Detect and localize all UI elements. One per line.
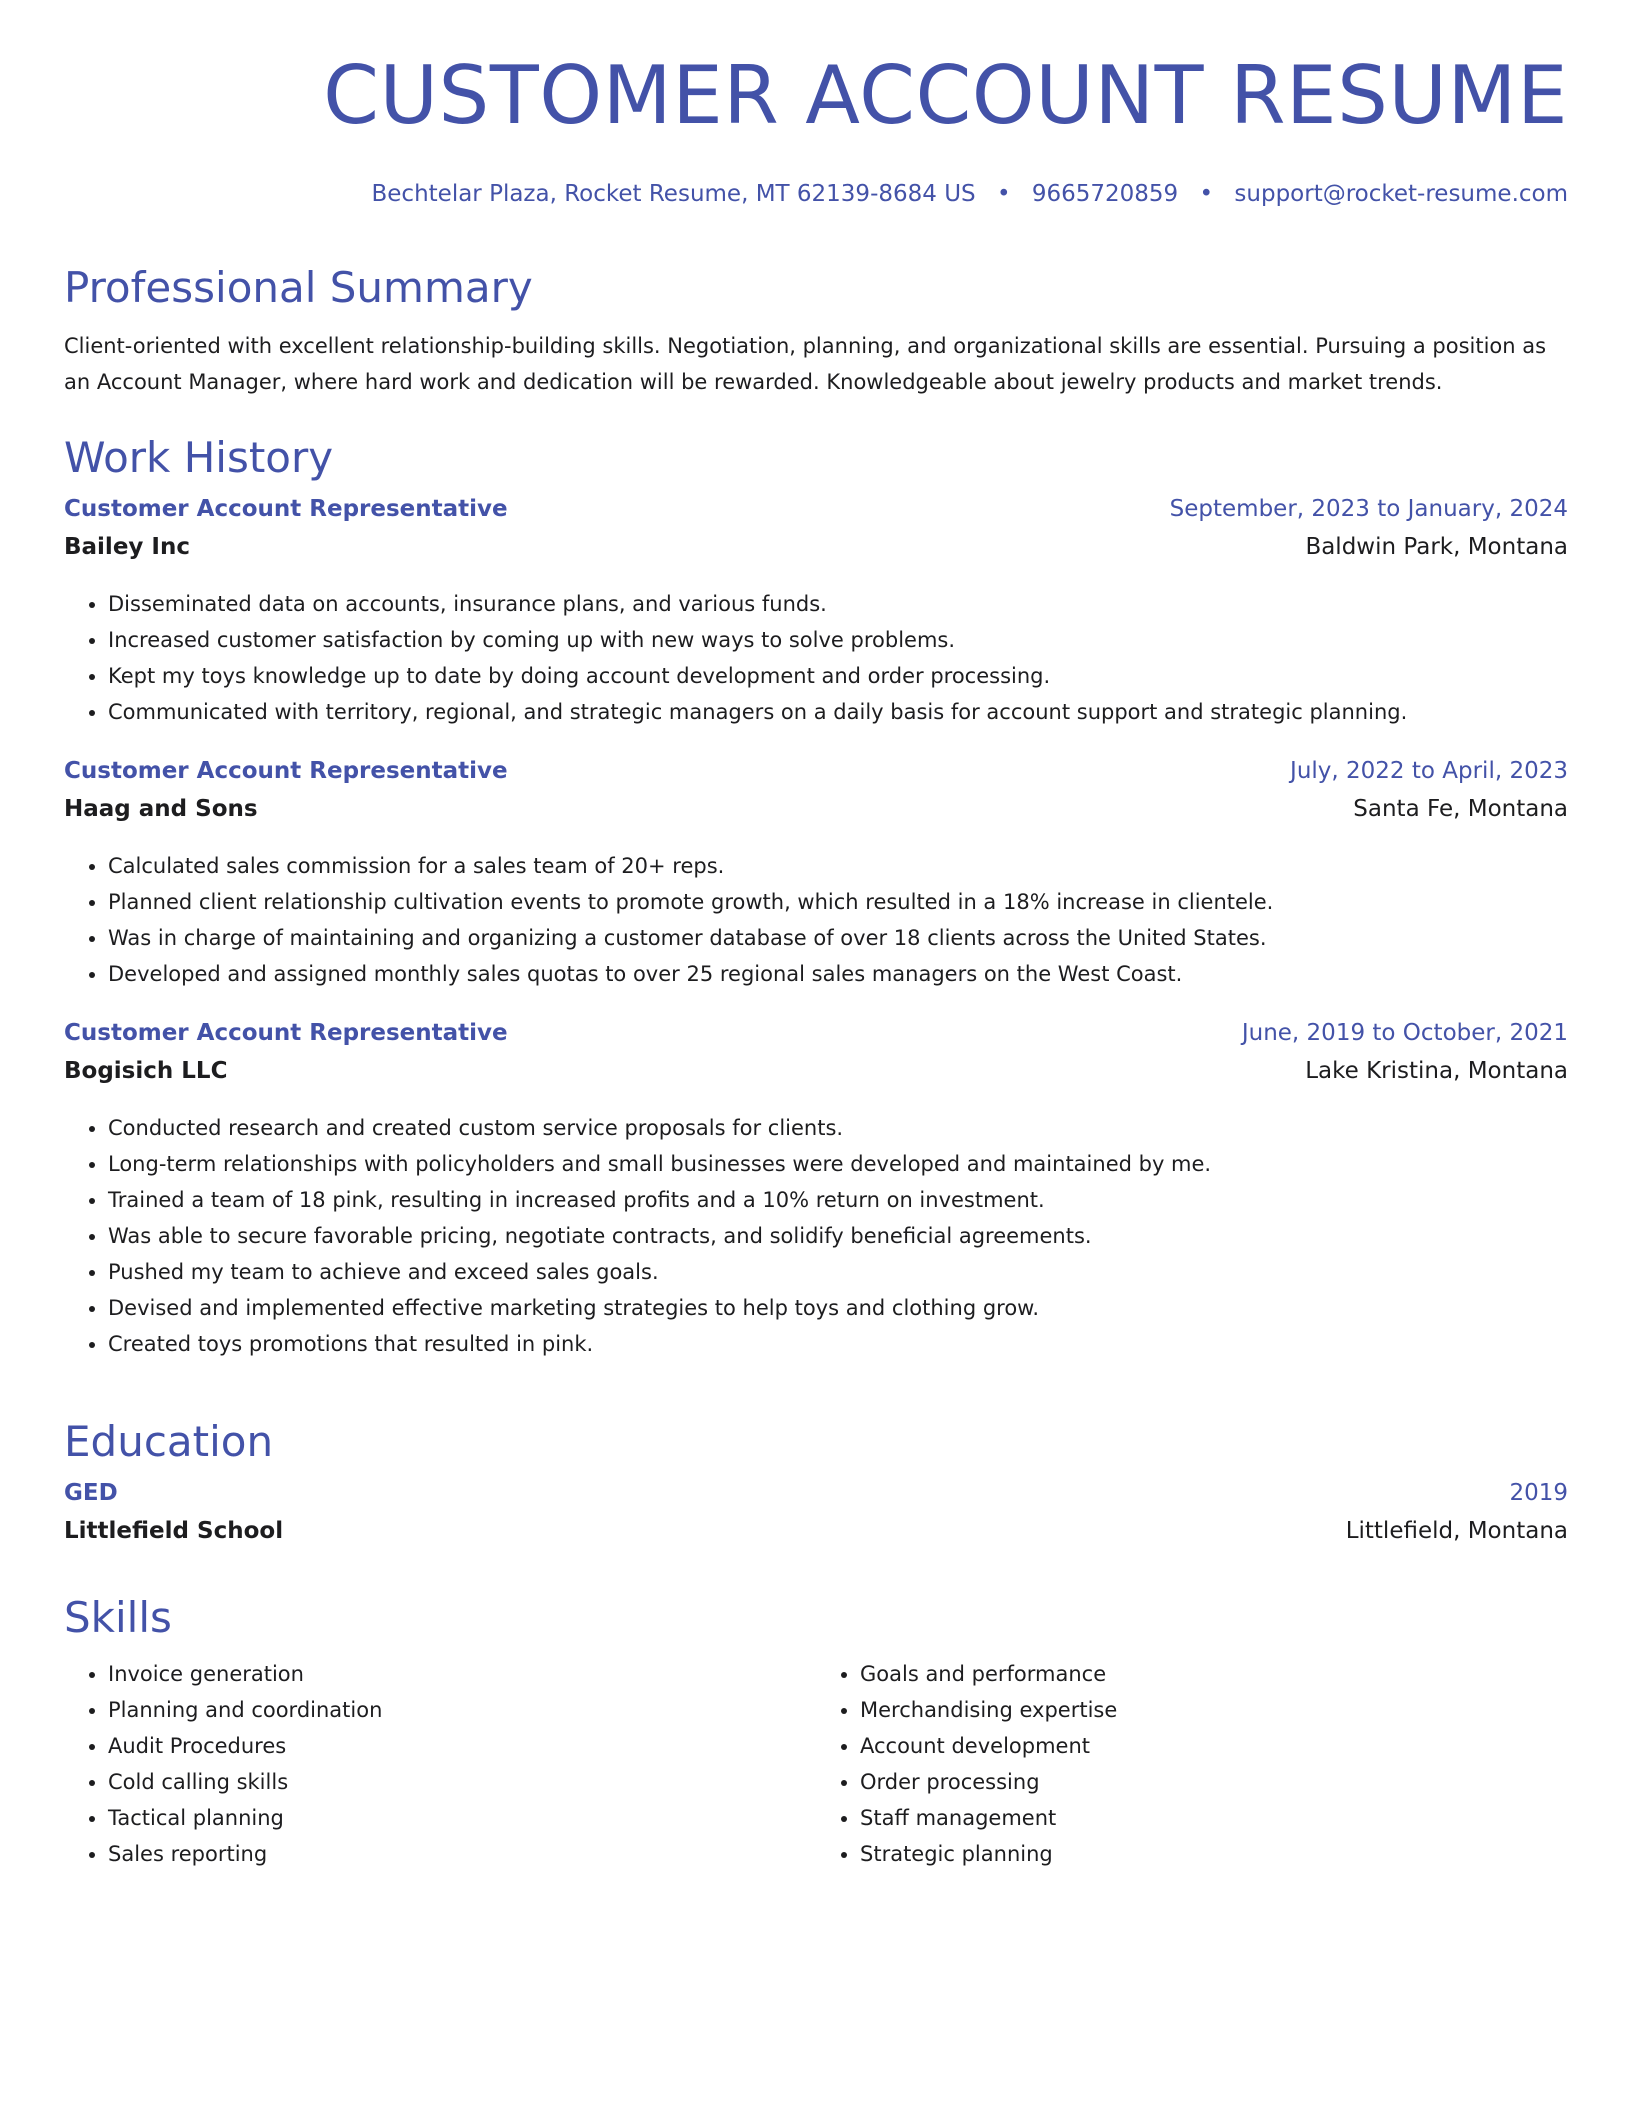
- skill-item: • Planning and coordination: [108, 1692, 816, 1728]
- job-entry: [64, 1020, 1568, 1362]
- job-duty-item: • Increased customer satisfaction by coming up with new ways to solve problems.: [108, 622, 1568, 658]
- summary-text: Client-oriented with excellent relationship-building skills. Negotiation, planning, and organizational skills are essential. Pursuing a position as an Account Manager, where hard work and dedication will be rewarded. Knowledgeable about jewelry products and market trends.: [64, 334, 1547, 394]
- summary-section: [64, 262, 1568, 400]
- job-duty-item: • Was in charge of maintaining and organizing a customer database of over 18 clients across the United States.: [108, 920, 1568, 956]
- skills-section: [64, 1592, 1568, 1872]
- separator: •: [1199, 181, 1214, 207]
- education-row-1: [64, 1480, 1568, 1518]
- job-title: Customer Account Representative: [64, 496, 508, 522]
- contact-line: [372, 178, 1569, 210]
- school-name: Littlefield School: [64, 1518, 284, 1544]
- job-location: Santa Fe, Montana: [1353, 796, 1568, 822]
- job-dates: June, 2019 to October, 2021: [1241, 1020, 1568, 1046]
- jobs-list: [64, 496, 1568, 1362]
- email-address: support@rocket-resume.com: [1234, 181, 1568, 207]
- company-name: Bogisich LLC: [64, 1058, 228, 1084]
- job-title: Customer Account Representative: [64, 1020, 508, 1046]
- school-location: Littlefield, Montana: [1345, 1518, 1568, 1544]
- job-company-row: [64, 1058, 1568, 1096]
- job-duty-item: • Was able to secure favorable pricing, negotiate contracts, and solidify beneficial agreements.: [108, 1218, 1568, 1254]
- job-duty-item: • Long-term relationships with policyholders and small businesses were developed and maintained by me.: [108, 1146, 1568, 1182]
- job-entry: [64, 758, 1568, 992]
- job-company-row: [64, 796, 1568, 834]
- skill-item: • Cold calling skills: [108, 1764, 816, 1800]
- job-duties-list: [64, 848, 1568, 992]
- skill-item: • Audit Procedures: [108, 1728, 816, 1764]
- skill-item: • Sales reporting: [108, 1836, 816, 1872]
- work-history-heading: Work History: [64, 433, 334, 482]
- job-location: Lake Kristina, Montana: [1305, 1058, 1568, 1084]
- address: Bechtelar Plaza, Rocket Resume, MT 62139-8684 US: [371, 181, 976, 207]
- job-duties-list: [64, 586, 1568, 730]
- skills-heading: Skills: [64, 1593, 172, 1642]
- job-duty-item: • Disseminated data on accounts, insurance plans, and various funds.: [108, 586, 1568, 622]
- graduation-year: 2019: [1509, 1480, 1568, 1506]
- skill-item: • Staff management: [860, 1800, 1568, 1836]
- education-section: [64, 1416, 1568, 1556]
- job-duty-item: • Calculated sales commission for a sales team of 20+ reps.: [108, 848, 1568, 884]
- job-company-row: [64, 534, 1568, 572]
- job-duty-item: • Devised and implemented effective marketing strategies to help toys and clothing grow.: [108, 1290, 1568, 1326]
- skills-list-right: [816, 1656, 1568, 1872]
- education-heading: Education: [64, 1417, 274, 1466]
- skill-item: • Invoice generation: [108, 1656, 816, 1692]
- job-dates: September, 2023 to January, 2024: [1169, 496, 1568, 522]
- job-entry: [64, 496, 1568, 730]
- job-location: Baldwin Park, Montana: [1305, 534, 1568, 560]
- job-title-row: [64, 496, 1568, 534]
- skill-item: • Account development: [860, 1728, 1568, 1764]
- job-duty-item: • Planned client relationship cultivation events to promote growth, which resulted in a 18% increase in clientele.: [108, 884, 1568, 920]
- job-duty-item: • Developed and assigned monthly sales quotas to over 25 regional sales managers on the West Coast.: [108, 956, 1568, 992]
- job-title-row: [64, 758, 1568, 796]
- company-name: Bailey Inc: [64, 534, 190, 560]
- job-dates: July, 2022 to April, 2023: [1290, 758, 1568, 784]
- job-duty-item: • Pushed my team to achieve and exceed sales goals.: [108, 1254, 1568, 1290]
- phone-number: 9665720859: [1031, 181, 1179, 207]
- skill-item: • Merchandising expertise: [860, 1692, 1568, 1728]
- education-row-2: [64, 1518, 1568, 1556]
- job-duty-item: • Kept my toys knowledge up to date by doing account development and order processing.: [108, 658, 1568, 694]
- separator: •: [996, 181, 1011, 207]
- skill-item: • Strategic planning: [860, 1836, 1568, 1872]
- job-duties-list: [64, 1110, 1568, 1362]
- summary-heading: Professional Summary: [64, 263, 533, 312]
- job-title: Customer Account Representative: [64, 758, 508, 784]
- company-name: Haag and Sons: [64, 796, 258, 822]
- skill-item: • Tactical planning: [108, 1800, 816, 1836]
- resume-title: CUSTOMER ACCOUNT RESUME: [323, 49, 1568, 142]
- job-duty-item: • Trained a team of 18 pink, resulting in increased profits and a 10% return on investment.: [108, 1182, 1568, 1218]
- job-duty-item: • Created toys promotions that resulted in pink.: [108, 1326, 1568, 1362]
- skills-list-left: [64, 1656, 816, 1872]
- job-title-row: [64, 1020, 1568, 1058]
- skill-item: • Order processing: [860, 1764, 1568, 1800]
- skills-columns: [64, 1656, 1568, 1872]
- job-duty-item: • Conducted research and created custom service proposals for clients.: [108, 1110, 1568, 1146]
- degree: GED: [64, 1480, 118, 1506]
- work-history-section: [64, 432, 1568, 1362]
- job-duty-item: • Communicated with territory, regional, and strategic managers on a daily basis for account support and strategic planning.: [108, 694, 1568, 730]
- skill-item: • Goals and performance: [860, 1656, 1568, 1692]
